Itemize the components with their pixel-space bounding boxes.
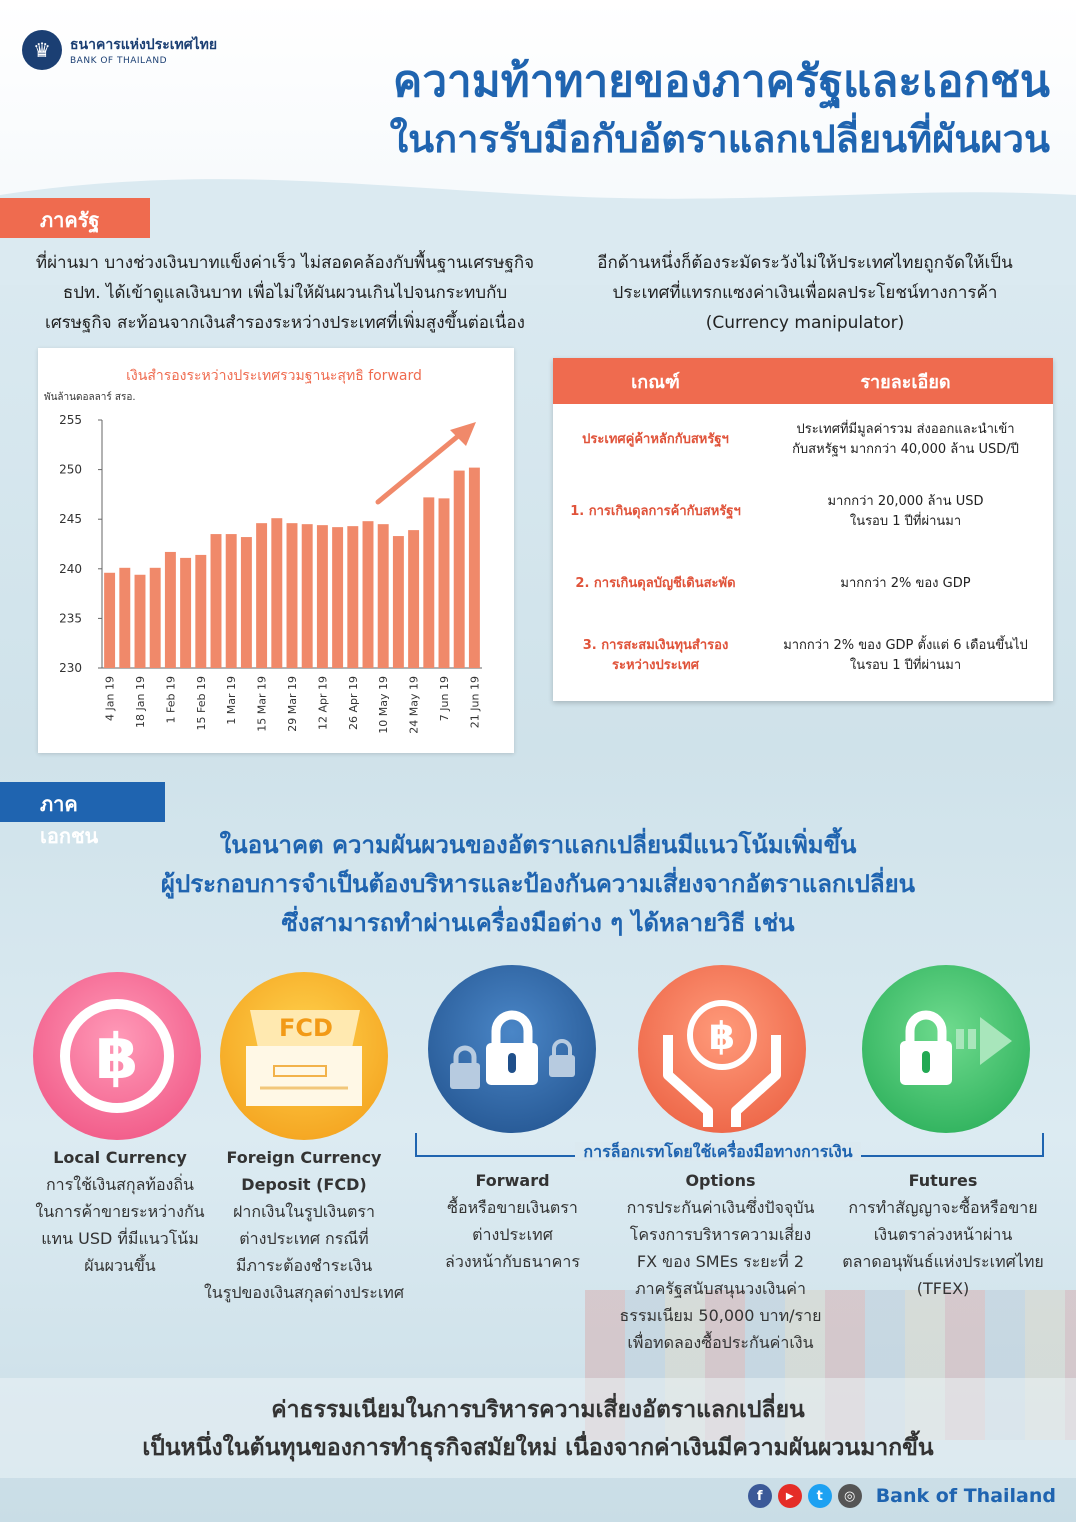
chart-bar: [408, 530, 419, 668]
private-heading-line: ในอนาคต ความผันผวนของอัตราแลกเปลี่ยนมีแนวโน้มเพิ่มขึ้น: [219, 831, 857, 859]
chart-bar: [165, 552, 176, 668]
tool-name: Forward: [475, 1171, 550, 1190]
baht-symbol: ฿: [95, 1020, 139, 1093]
tool-futures: [832, 1167, 1054, 1302]
criteria-cell: ประเทศคู่ค้าหลักกับสหรัฐฯ: [582, 432, 729, 447]
tool-desc-line: ล่วงหน้ากับธนาคาร: [445, 1252, 580, 1271]
table-header: [553, 358, 1053, 404]
tool-desc-line: ธรรมเนียม 50,000 บาท/ราย: [619, 1306, 822, 1325]
financial-tools-bracket-label: การล็อกเรทโดยใช้เครื่องมือทางการเงิน: [575, 1142, 860, 1161]
tool-desc-line: การทำสัญญาจะซื้อหรือขาย: [848, 1198, 1038, 1217]
x-tick-label: 1 Feb 19: [164, 676, 178, 724]
tool-desc-line: ผันผวนขึ้น: [84, 1256, 156, 1275]
chart-y-axis-label: พันล้านดอลลาร์ สรอ.: [44, 392, 136, 403]
tool-desc-line: ต่างประเทศ กรณีที่: [239, 1229, 369, 1248]
baht-symbol: ฿: [708, 1014, 736, 1058]
chart-bar: [135, 575, 146, 668]
private-heading-line: ซึ่งสามารถทำผ่านเครื่องมือต่าง ๆ ได้หลายวิธี เช่น: [281, 909, 795, 937]
table-header-criteria: เกณฑ์: [631, 371, 680, 393]
tool-desc-line: โครงการบริหารความเสี่ยง: [629, 1225, 812, 1244]
tool-desc-line: (TFEX): [916, 1279, 970, 1298]
bot-seal-icon: ♛: [22, 30, 62, 70]
chart-bar: [241, 537, 252, 668]
x-tick-label: 18 Jan 19: [134, 676, 147, 728]
detail-cell: มากกว่า 2% ของ GDP: [840, 576, 971, 591]
chart-title: เงินสำรองระหว่างประเทศรวมฐานะสุทธิ forward: [126, 368, 422, 384]
tool-local-currency: [20, 1144, 220, 1279]
x-tick-label: 4 Jan 19: [103, 676, 117, 721]
chart-bar: [393, 536, 404, 668]
forward-lock-icon: [428, 965, 596, 1133]
government-section-tag: ภาครัฐ: [0, 198, 150, 238]
reserves-chart: [38, 348, 514, 753]
chart-bar: [104, 573, 115, 668]
options-hands-icon: [638, 965, 806, 1133]
youtube-icon[interactable]: ▶: [778, 1484, 802, 1508]
chart-bar: [332, 527, 343, 668]
x-tick-label: 29 Mar 19: [286, 676, 299, 732]
bottom-message-line1: ค่าธรรมเนียมในการบริหารความเสี่ยงอัตราแลกเปลี่ยน: [271, 1397, 805, 1423]
paragraph-line: (Currency manipulator): [705, 313, 905, 333]
chart-bar: [363, 521, 374, 668]
trend-arrow-shaft: [378, 432, 463, 502]
tool-desc-line: ซื้อหรือขายเงินตรา: [447, 1198, 578, 1217]
detail-cell: ในรอบ 1 ปีที่ผ่านมา: [849, 514, 962, 529]
tool-desc-line: ในการค้าขายระหว่างกัน: [35, 1202, 205, 1221]
detail-cell: มากกว่า 2% ของ GDP ตั้งแต่ 6 เดือนขึ้นไป: [783, 638, 1028, 653]
twitter-icon[interactable]: t: [808, 1484, 832, 1508]
tool-desc-line: FX ของ SMEs ระยะที่ 2: [636, 1252, 805, 1271]
tool-desc-line: ต่างประเทศ: [472, 1225, 553, 1244]
table-row: [553, 620, 1053, 692]
tool-name: Foreign Currency: [226, 1148, 382, 1167]
chart-bar: [119, 568, 130, 668]
tool-desc-line: ฝากเงินในรูปเงินตรา: [233, 1202, 375, 1221]
chart-bar: [302, 524, 313, 668]
reserves-chart-svg: [38, 348, 514, 753]
fcd-card-icon: [220, 972, 388, 1140]
government-left-paragraph: [20, 248, 550, 338]
x-tick-label: 12 Apr 19: [316, 676, 330, 731]
chart-bar: [180, 558, 191, 668]
detail-cell: กับสหรัฐฯ มากกว่า 40,000 ล้าน USD/ปี: [792, 442, 1019, 457]
criteria-cell: 2. การเกินดุลบัญชีเดินสะพัด: [575, 576, 736, 591]
tool-name: Futures: [908, 1171, 978, 1190]
bottom-message-line2: เป็นหนึ่งในต้นทุนของการทำธุรกิจสมัยใหม่ เนื่องจากค่าเงินมีความผันผวนมากขึ้น: [142, 1435, 934, 1461]
criteria-cell: ระหว่างประเทศ: [612, 658, 699, 673]
chart-bar: [347, 526, 358, 668]
chart-bar: [469, 468, 480, 668]
criteria-cell: 3. การสะสมเงินทุนสำรอง: [582, 638, 729, 653]
government-right-paragraph: [570, 248, 1040, 338]
tool-desc-line: มีภาระต้องชำระเงิน: [235, 1256, 373, 1275]
y-tick-label: 235: [59, 611, 82, 626]
chart-bar: [439, 498, 450, 668]
table-row: [553, 404, 1053, 476]
chart-bar: [423, 497, 434, 668]
chart-bar: [454, 471, 465, 668]
paragraph-line: อีกด้านหนึ่งก็ต้องระมัดระวังไม่ให้ประเทศไทยถูกจัดให้เป็น: [597, 253, 1013, 273]
chart-bar: [287, 523, 298, 668]
chart-bar: [226, 534, 237, 668]
private-heading-line: ผู้ประกอบการจำเป็นต้องบริหารและป้องกันความเสี่ยงจากอัตราแลกเปลี่ยน: [160, 870, 916, 898]
tool-forward: [420, 1167, 605, 1275]
website-icon[interactable]: ◎: [838, 1484, 862, 1508]
y-tick-label: 255: [59, 413, 82, 427]
x-tick-label: 10 May 19: [377, 676, 391, 734]
logo-thai-text: ธนาคารแห่งประเทศไทย: [70, 37, 218, 53]
tool-desc-line: ในรูปของเงินสกุลต่างประเทศ: [203, 1283, 405, 1302]
x-tick-label: 15 Feb 19: [194, 676, 208, 731]
x-tick-label: 21 Jun 19: [468, 676, 482, 729]
chart-bar: [256, 523, 267, 668]
local-currency-icon: [33, 972, 201, 1140]
footer: [748, 1484, 1056, 1508]
paragraph-line: ที่ผ่านมา บางช่วงเงินบาทแข็งค่าเร็ว ไม่สอดคล้องกับพื้นฐานเศรษฐกิจ: [35, 253, 535, 273]
detail-cell: มากกว่า 20,000 ล้าน USD: [827, 494, 984, 509]
private-section-tag: ภาคเอกชน: [0, 782, 165, 822]
table-header-detail: รายละเอียด: [860, 371, 951, 393]
x-tick-label: 7 Jun 19: [438, 676, 451, 722]
table-row: [553, 548, 1053, 620]
tool-name: Local Currency: [53, 1148, 187, 1167]
bot-logo: [22, 30, 217, 70]
y-tick-label: 240: [59, 561, 82, 576]
tool-name: Deposit (FCD): [241, 1175, 367, 1194]
y-tick-label: 245: [59, 512, 82, 527]
tool-fcd: [195, 1144, 413, 1306]
x-tick-label: 15 Mar 19: [255, 676, 269, 732]
tool-desc-line: การใช้เงินสกุลท้องถิ่น: [45, 1175, 194, 1194]
tool-desc-line: เงินตราล่วงหน้าผ่าน: [873, 1225, 1013, 1244]
chart-bar: [317, 525, 328, 668]
y-tick-label: 250: [59, 462, 82, 477]
page-title-line1: ความท้าทายของภาครัฐและเอกชน: [392, 56, 1050, 107]
futures-lock-play-icon: [862, 965, 1030, 1133]
fcd-icon-label: FCD: [279, 1014, 333, 1042]
x-tick-label: 26 Apr 19: [346, 676, 360, 731]
x-tick-label: 24 May 19: [407, 676, 421, 734]
tool-desc-line: ภาครัฐสนับสนุนวงเงินค่า: [635, 1279, 806, 1298]
chart-bar: [271, 518, 282, 668]
page-title-line2: ในการรับมือกับอัตราแลกเปลี่ยนที่ผันผวน: [389, 117, 1050, 161]
facebook-icon[interactable]: f: [748, 1484, 772, 1508]
chart-bar: [195, 555, 206, 668]
criteria-cell: 1. การเกินดุลการค้ากับสหรัฐฯ: [570, 504, 741, 519]
detail-cell: ประเทศที่มีมูลค่ารวม ส่งออกและนำเข้า: [796, 422, 1015, 437]
chart-bar: [378, 524, 389, 668]
logo-english-text: BANK OF THAILAND: [70, 56, 168, 66]
paragraph-line: ประเทศที่แทรกแซงค่าเงินเพื่อผลประโยชน์ทางการค้า: [612, 283, 998, 303]
manipulator-criteria-table: [553, 358, 1053, 701]
tool-name: Options: [685, 1171, 756, 1190]
footer-brand: Bank of Thailand: [875, 1485, 1056, 1507]
tool-desc-line: แทน USD ที่มีแนวโน้ม: [41, 1229, 199, 1248]
x-tick-label: 1 Mar 19: [225, 676, 239, 725]
detail-cell: ในรอบ 1 ปีที่ผ่านมา: [849, 658, 962, 673]
tool-desc-line: เพื่อทดลองซื้อประกันค่าเงิน: [627, 1333, 814, 1352]
chart-bar: [150, 568, 161, 668]
tool-desc-line: การประกันค่าเงินซึ่งปัจจุบัน: [626, 1198, 815, 1217]
paragraph-line: เศรษฐกิจ สะท้อนจากเงินสำรองระหว่างประเทศที่เพิ่มสูงขึ้นต่อเนื่อง: [45, 313, 525, 333]
tool-desc-line: ตลาดอนุพันธ์แห่งประเทศไทย: [842, 1252, 1044, 1271]
paragraph-line: ธปท. ได้เข้าดูแลเงินบาท เพื่อไม่ให้ผันผวนเกินไปจนกระทบกับ: [62, 283, 508, 303]
tool-options: [608, 1167, 833, 1356]
chart-bar: [211, 534, 222, 668]
table-row: [553, 476, 1053, 548]
y-tick-label: 230: [59, 661, 82, 675]
